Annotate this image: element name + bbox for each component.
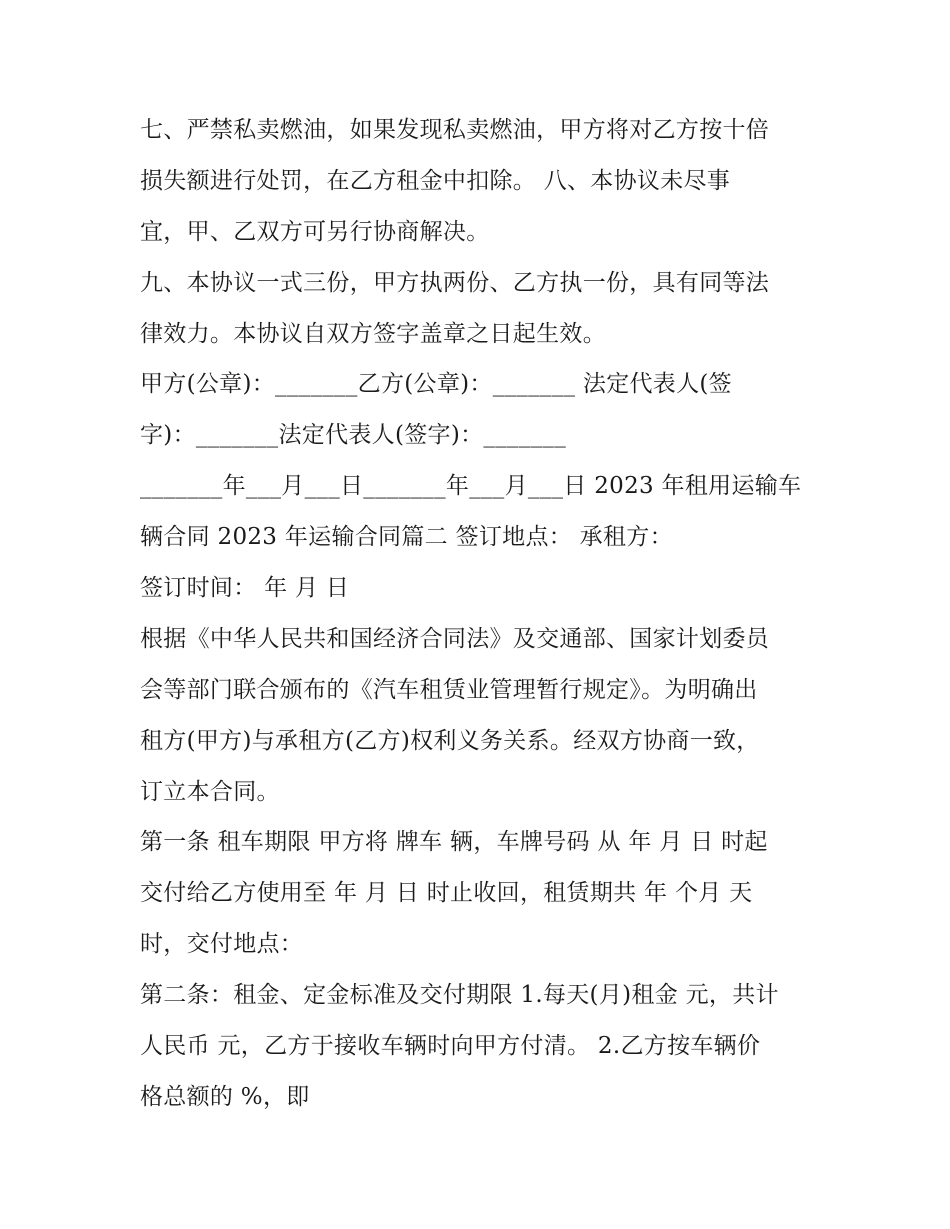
text-line: 签订时间： 年 月 日	[140, 575, 350, 602]
text-line: 律效力。本协议自双方签字盖章之日起生效。	[140, 320, 606, 347]
text-line: 七、严禁私卖燃油，如果发现私卖燃油，甲方将对乙方按十倍	[140, 117, 770, 143]
date-line: _______年___月___日_______年___月___日 2023 年租用运输车	[140, 473, 802, 500]
signature-line: 甲方(公章)：_______乙方(公章)：_______ 法定代表人(签	[140, 371, 732, 398]
signature-line: 字)：_______法定代表人(签字)：_______	[140, 422, 567, 449]
text-line: 九、本协议一式三份，甲方执两份、乙方执一份，具有同等法	[140, 269, 770, 296]
text-line: 损失额进行处罚，在乙方租金中扣除。 八、本协议未尽事	[140, 167, 731, 194]
text-line: 格总额的 %，即	[140, 1083, 310, 1110]
text-line: 宜，甲、乙双方可另行协商解决。	[140, 218, 490, 245]
document-body	[140, 105, 820, 1123]
text-line: 会等部门联合颁布的《汽车租赁业管理暂行规定》。为明确出	[140, 676, 758, 703]
text-line: 租方(甲方)与承租方(乙方)权利义务关系。经双方协商一致，	[140, 727, 760, 754]
text-line: 第二条：租金、定金标准及交付期限 1.每天(月)租金 元，共计	[140, 982, 779, 1009]
text-line: 人民币 元，乙方于接收车辆时向甲方付清。 2.乙方按车辆价	[140, 1033, 761, 1060]
text-line: 辆合同 2023 年运输合同篇二 签订地点： 承租方：	[140, 524, 673, 551]
text-line: 交付给乙方使用至 年 月 日 时止收回，租赁期共 年 个月 天	[140, 880, 753, 907]
text-line: 时，交付地点：	[140, 931, 304, 958]
text-line: 根据《中华人民共和国经济合同法》及交通部、国家计划委员	[140, 625, 770, 652]
text-line: 订立本合同。	[140, 778, 280, 805]
text-line: 第一条 租车期限 甲方将 牌车 辆，车牌号码 从 年 月 日 时起	[140, 829, 768, 856]
